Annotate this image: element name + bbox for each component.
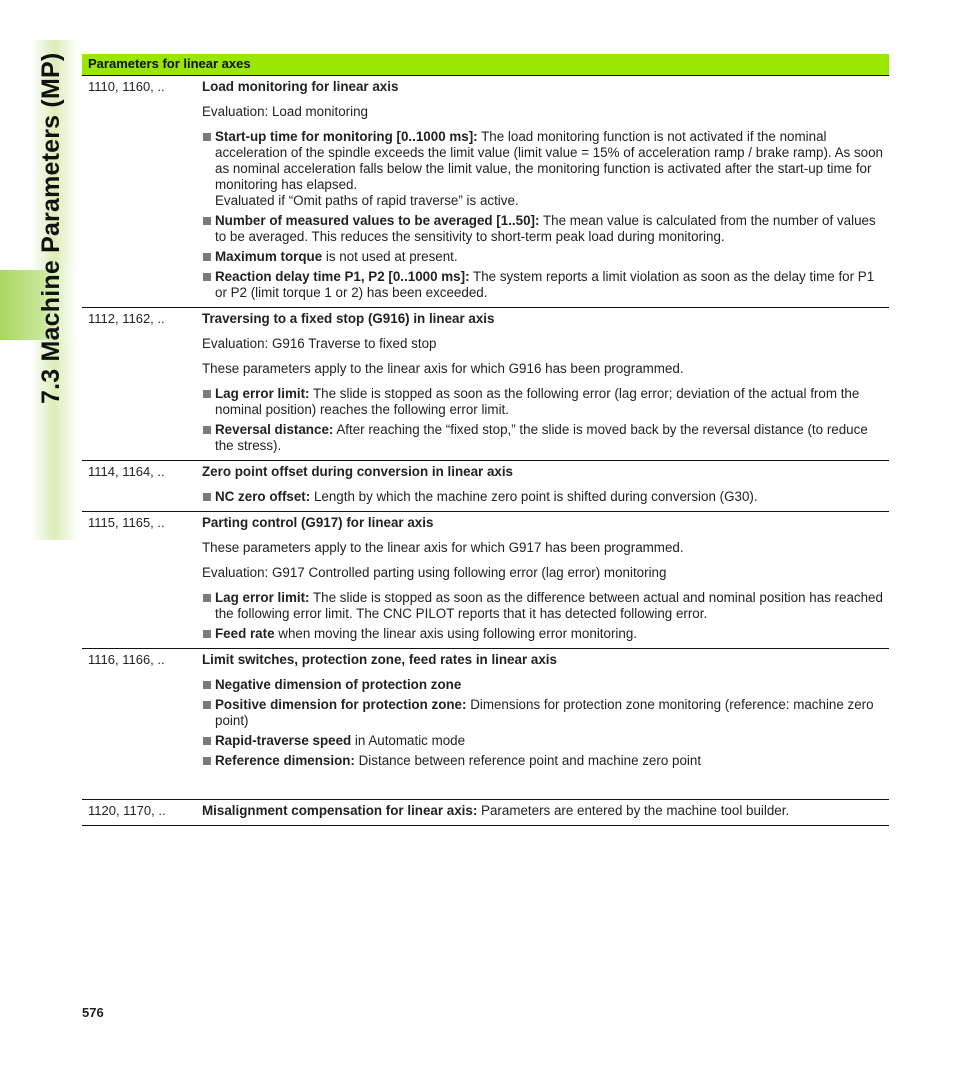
list-item bbox=[202, 753, 889, 769]
parameter-number: 1120, 1170, .. bbox=[88, 803, 166, 818]
bullet-square-icon bbox=[203, 757, 211, 765]
bullet-label: Reversal distance: bbox=[215, 422, 334, 437]
list-item bbox=[202, 697, 889, 729]
bullet-square-icon bbox=[203, 133, 211, 141]
bullet-label: Reaction delay time P1, P2 [0..1000 ms]: bbox=[215, 269, 470, 284]
parameter-number: 1112, 1162, .. bbox=[88, 311, 165, 326]
parameter-number: 1115, 1165, .. bbox=[88, 515, 165, 530]
table-row bbox=[82, 800, 889, 826]
page-number: 576 bbox=[82, 1005, 104, 1020]
bullet-text: Length by which the machine zero point is shifted during conversion (G30). bbox=[310, 489, 758, 504]
bullet-label: NC zero offset: bbox=[215, 489, 311, 504]
paragraph: Evaluation: G917 Controlled parting using following error (lag error) monitoring bbox=[202, 565, 667, 580]
bullet-list bbox=[202, 590, 889, 642]
bullet-text-extra: Evaluated if “Omit paths of rapid traverse” is active. bbox=[215, 193, 519, 208]
parameter-description bbox=[202, 649, 889, 799]
bullet-label: Reference dimension: bbox=[215, 753, 355, 768]
paragraph: These parameters apply to the linear axis for which G916 has been programmed. bbox=[202, 361, 684, 376]
table-header: Parameters for linear axes bbox=[82, 54, 889, 76]
parameter-number: 1114, 1164, .. bbox=[88, 464, 165, 479]
paragraph: These parameters apply to the linear axis for which G917 has been programmed. bbox=[202, 540, 684, 555]
bullet-square-icon bbox=[203, 701, 211, 709]
parameter-description bbox=[202, 512, 889, 648]
bullet-square-icon bbox=[203, 426, 211, 434]
list-item bbox=[202, 422, 889, 454]
parameter-title: Zero point offset during conversion in linear axis bbox=[202, 464, 514, 479]
bullet-text: The slide is stopped as soon as the following error (lag error; deviation of the actual from the nominal position) reaches the following error limit. bbox=[215, 386, 860, 417]
bullet-text: Dimensions for protection zone monitoring (reference: machine zero point) bbox=[215, 697, 874, 728]
parameter-title: Parting control (G917) for linear axis bbox=[202, 515, 434, 530]
bullet-text: is not used at present. bbox=[322, 249, 458, 264]
list-item bbox=[202, 269, 889, 301]
paragraph: Evaluation: Load monitoring bbox=[202, 104, 369, 119]
parameter-number: 1110, 1160, .. bbox=[88, 79, 165, 94]
bullet-label: Maximum torque bbox=[215, 249, 323, 264]
list-item bbox=[202, 733, 889, 749]
list-item bbox=[202, 249, 889, 265]
bullet-text: The load monitoring function is not activated if the nominal acceleration of the spindle exceeds the limit value (limit value = 15% of acceleration ramp / brake ramp). As soon as nominal acceleration falls below the limit value, the monitoring function is activated after the start-up time for monitoring has elapsed. bbox=[215, 129, 884, 192]
parameter-title: Limit switches, protection zone, feed rates in linear axis bbox=[202, 652, 557, 667]
bullet-text: in Automatic mode bbox=[351, 733, 466, 748]
bullet-label: Lag error limit: bbox=[215, 590, 310, 605]
parameter-description bbox=[202, 461, 889, 511]
list-item bbox=[202, 677, 889, 693]
parameter-description bbox=[202, 800, 889, 825]
bullet-label: Number of measured values to be averaged [1..50]: bbox=[215, 213, 540, 228]
parameter-number: 1116, 1166, .. bbox=[88, 652, 165, 667]
table-row bbox=[82, 461, 889, 512]
parameter-table bbox=[82, 54, 889, 826]
bullet-square-icon bbox=[203, 737, 211, 745]
bullet-list bbox=[202, 489, 889, 505]
bullet-list bbox=[202, 386, 889, 454]
table-row bbox=[82, 649, 889, 800]
bullet-list bbox=[202, 677, 889, 769]
table-row bbox=[82, 512, 889, 649]
parameter-title-tail: Parameters are entered by the machine tool builder. bbox=[477, 803, 790, 818]
bullet-square-icon bbox=[203, 217, 211, 225]
bullet-label: Positive dimension for protection zone: bbox=[215, 697, 467, 712]
list-item bbox=[202, 626, 889, 642]
bullet-label: Rapid-traverse speed bbox=[215, 733, 352, 748]
table-row bbox=[82, 76, 889, 308]
bullet-text: when moving the linear axis using following error monitoring. bbox=[274, 626, 638, 641]
parameter-description bbox=[202, 308, 889, 460]
bullet-square-icon bbox=[203, 273, 211, 281]
bullet-text: Distance between reference point and machine zero point bbox=[354, 753, 702, 768]
bullet-square-icon bbox=[203, 493, 211, 501]
list-item bbox=[202, 489, 889, 505]
list-item bbox=[202, 590, 889, 622]
bullet-square-icon bbox=[203, 390, 211, 398]
bullet-label: Lag error limit: bbox=[215, 386, 310, 401]
bullet-square-icon bbox=[203, 630, 211, 638]
parameter-title: Misalignment compensation for linear axis: bbox=[202, 803, 478, 818]
parameter-title: Load monitoring for linear axis bbox=[202, 79, 399, 94]
list-item bbox=[202, 129, 889, 209]
parameter-title: Traversing to a fixed stop (G916) in linear axis bbox=[202, 311, 495, 326]
list-item bbox=[202, 386, 889, 418]
bullet-label: Start-up time for monitoring [0..1000 ms]: bbox=[215, 129, 478, 144]
bullet-list bbox=[202, 129, 889, 301]
table-row bbox=[82, 308, 889, 461]
bullet-label: Negative dimension of protection zone bbox=[215, 677, 462, 692]
bullet-square-icon bbox=[203, 594, 211, 602]
bullet-square-icon bbox=[203, 253, 211, 261]
side-chapter-title-text: 7.3 Machine Parameters (MP) bbox=[37, 52, 65, 404]
bullet-label: Feed rate bbox=[215, 626, 275, 641]
bullet-text: The system reports a limit violation as soon as the delay time for P1 or P2 (limit torque 1 or 2) has been exceeded. bbox=[215, 269, 875, 300]
bullet-text: The slide is stopped as soon as the difference between actual and nominal position has reached the following error limit. The CNC PILOT reports that it has detected following error. bbox=[215, 590, 883, 621]
bullet-text: The mean value is calculated from the number of values to be averaged. This reduces the sensitivity to short-term peak load during monitoring. bbox=[215, 213, 876, 244]
list-item bbox=[202, 213, 889, 245]
paragraph: Evaluation: G916 Traverse to fixed stop bbox=[202, 336, 437, 351]
parameter-description bbox=[202, 76, 889, 307]
bullet-text: After reaching the “fixed stop,” the slide is moved back by the reversal distance (to reduce the stress). bbox=[215, 422, 868, 453]
bullet-square-icon bbox=[203, 681, 211, 689]
